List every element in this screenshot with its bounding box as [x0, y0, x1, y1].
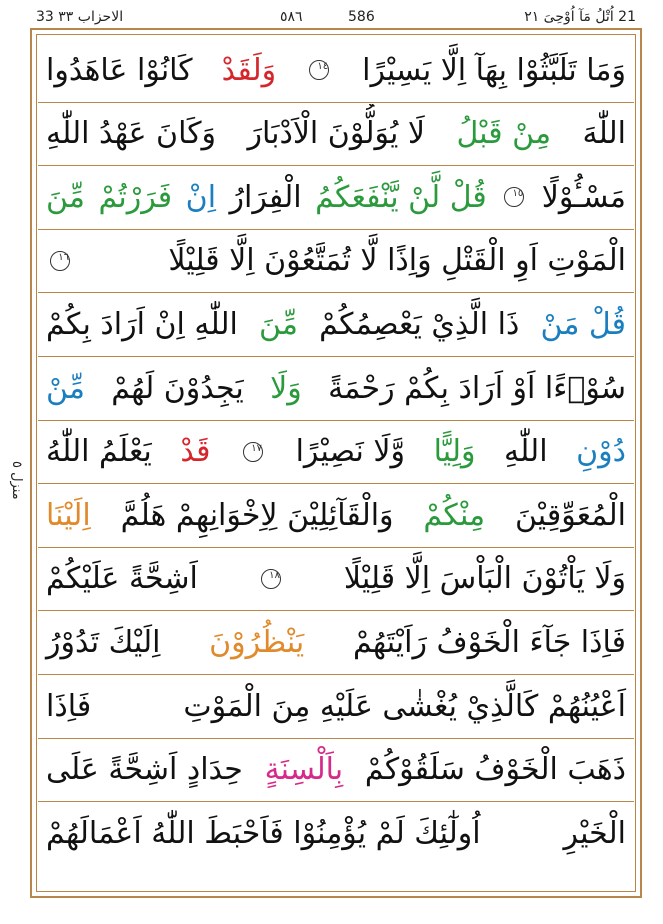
juz-label: 21 اُتْلُ مَآ اُوْحِیَ ٢١: [524, 9, 636, 25]
verse-text-segment: يَعْلَمُ اللّٰهُ: [46, 434, 152, 470]
manzil-label: منزل ٥: [9, 461, 24, 500]
verse-text-segment: ذَا الَّذِيْ يَعْصِمُكُمْ: [319, 306, 520, 342]
verse-text-segment: مِّنَ: [259, 306, 298, 342]
surah-label: 33 الاحزاب ٣٣: [36, 9, 124, 25]
verse-text-segment: ذَهَبَ الْخَوْفُ سَلَقُوْكُمْ: [364, 752, 626, 788]
line-divider: [38, 483, 634, 484]
page-number-arabic: ٥٨٦: [280, 9, 303, 25]
verse-text-segment: قُلْ لَّنْ يَّنْفَعَكُمُ: [315, 179, 487, 215]
line-divider: [38, 801, 634, 802]
line-divider: [38, 229, 634, 230]
verse-text-segment: كَانُوْا عَاهَدُوا: [46, 52, 193, 88]
text-line: [38, 740, 634, 800]
line-divider: [38, 547, 634, 548]
verse-text-segment: اللّٰهِ: [504, 434, 548, 470]
line-divider: [38, 165, 634, 166]
verse-text-segment: فَرَرْتُمْ: [98, 179, 173, 215]
line-divider: [38, 102, 634, 103]
verse-text-segment: فَاِذَا جَآءَ الْخَوْفُ رَاَيْتَهُمْ: [352, 624, 626, 660]
verse-text-segment: وَلَقَدْ: [221, 52, 277, 88]
verse-text-segment: بِاَلْسِنَةٍ: [264, 752, 344, 788]
text-line: [38, 231, 634, 291]
verse-text-segment: سُوْۤءًا اَوْ اَرَادَ بِكُمْ رَحْمَةً: [328, 370, 626, 406]
verse-text-segment: وَالْقَآئِلِيْنَ لِاِخْوَانِهِمْ هَلُمَّ: [120, 497, 394, 533]
page-header: [30, 6, 642, 28]
line-divider: [38, 292, 634, 293]
verse-text-segment: وَّلَا نَصِيْرًا: [295, 434, 406, 470]
verse-text-segment: الْمَوْتِ اَوِ الْقَتْلِ وَاِذًا لَّا تُمَتَّعُوْنَ اِلَّا قَلِيْلًا: [168, 243, 626, 279]
verse-text-segment: اِنْ: [185, 179, 217, 215]
verse-text-segment: قَدْ: [180, 434, 211, 470]
text-line: [38, 612, 634, 672]
verse-text-segment: لَا يُوَلُّوْنَ الْاَدْبَارَ: [247, 116, 425, 152]
line-divider: [38, 674, 634, 675]
line-divider: [38, 738, 634, 739]
verse-text-segment: دُوْنِ: [576, 434, 626, 470]
text-line: [38, 104, 634, 164]
text-line: [38, 40, 634, 100]
text-line: [38, 485, 634, 545]
ayah-number-marker: ١٨: [261, 569, 281, 589]
verse-text-segment: الْمُعَوِّقِيْنَ: [514, 497, 626, 533]
verse-text-segment: اِلَيْكَ تَدُوْرُ: [46, 624, 161, 660]
verse-text-segment: اللّٰهَ: [582, 116, 626, 152]
verse-text-segment: مِنْكُمْ: [423, 497, 486, 533]
verse-text-segment: الْخَيْرِ: [563, 815, 626, 851]
verse-text-segment: قُلْ مَنْ: [540, 306, 626, 342]
verse-text-segment: اِلَيْنَا: [46, 497, 91, 533]
ayah-number-marker: ١٤: [309, 60, 329, 80]
text-line: [38, 358, 634, 418]
text-line: [38, 167, 634, 227]
verse-text-segment: وَلَا يَاْتُوْنَ الْبَاْسَ اِلَّا قَلِيْلًا: [343, 561, 626, 597]
page-number: 586: [348, 9, 375, 25]
verse-text-segment: يَنْظُرُوْنَ: [209, 624, 305, 660]
line-divider: [38, 420, 634, 421]
verse-text-segment: وَلِيًّا: [433, 434, 476, 470]
text-line: [38, 549, 634, 609]
text-line: [38, 422, 634, 482]
verse-text-segment: اللّٰهِ اِنْ اَرَادَ بِكُمْ: [46, 306, 238, 342]
ayah-number-marker: ١٧: [243, 442, 263, 462]
verse-text-segment: مِّنْ: [46, 370, 85, 406]
line-divider: [38, 356, 634, 357]
verse-text-segment: اَشِحَّةً عَلَيْكُمْ: [46, 561, 198, 597]
verse-text-segment: مِّنَ: [46, 179, 85, 215]
text-line: [38, 676, 634, 736]
text-line: [38, 803, 634, 863]
verse-text-segment: الْفِرَارُ: [229, 179, 302, 215]
verse-text-segment: وَكَانَ عَهْدُ اللّٰهِ: [46, 116, 216, 152]
verse-text-segment: اُولٰٓئِكَ لَمْ يُؤْمِنُوْا فَاَحْبَطَ اللّٰهُ اَعْمَالَهُمْ: [46, 815, 481, 851]
ayah-number-marker: ١٦: [50, 251, 70, 271]
line-divider: [38, 610, 634, 611]
verse-text-segment: مَسْـُٔوْلًا: [541, 179, 626, 215]
ayah-number-marker: ١٥: [504, 187, 524, 207]
verse-text-segment: فَاِذَا: [46, 688, 92, 724]
verse-text-segment: حِدَادٍ اَشِحَّةً عَلَى: [46, 752, 243, 788]
verse-text-segment: مِنْ قَبْلُ: [456, 116, 552, 152]
verse-text-segment: اَعْيُنُهُمْ كَالَّذِيْ يُغْشٰى عَلَيْهِ مِنَ الْمَوْتِ: [183, 688, 626, 724]
text-line: [38, 294, 634, 354]
verse-text-segment: وَلَا: [270, 370, 302, 406]
verse-text-segment: وَمَا تَلَبَّثُوْا بِهَآ اِلَّا يَسِيْرًا: [362, 52, 626, 88]
verse-text-segment: يَجِدُوْنَ لَهُمْ: [111, 370, 244, 406]
